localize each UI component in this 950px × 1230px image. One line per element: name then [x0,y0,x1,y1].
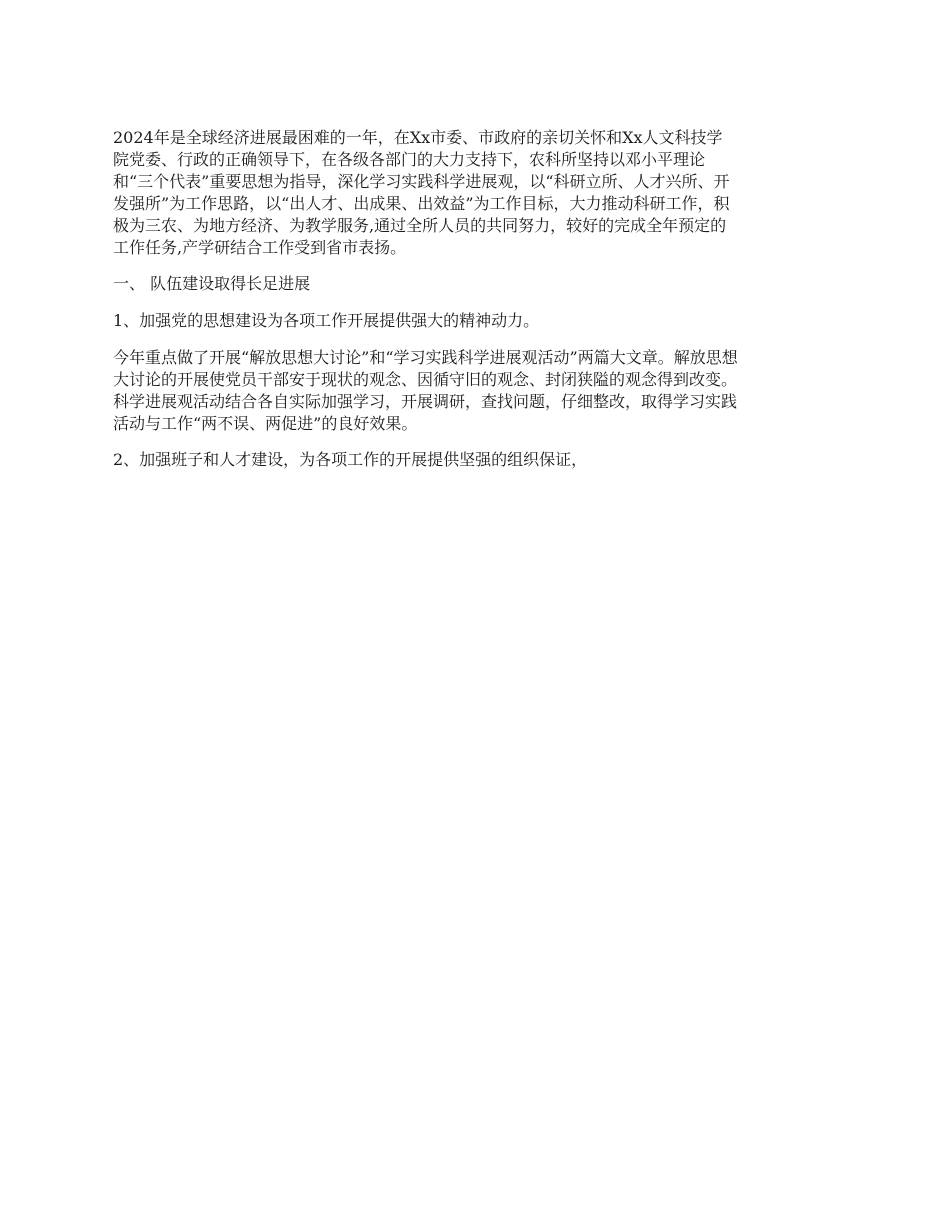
paragraph-line: 极为三农、为地方经济、为教学服务,通过全所人员的共同努力，较好的完成全年预定的 [113,216,727,235]
paragraph-line: 今年重点做了开展“解放思想大讨论”和“学习实践科学进展观活动”两篇大文章。解放思想 [113,348,738,367]
document-page [113,127,843,486]
paragraph-line: 发强所”为工作思路，以“出人才、出成果、出效益”为工作目标，大力推动科研工作，积 [113,194,730,213]
paragraph-line: 2024年是全球经济进展最困难的一年，在Xx市委、市政府的亲切关怀和Xx人文科技学 [113,128,723,147]
body-paragraph [113,347,843,435]
paragraph-line: 院党委、行政的正确领导下，在各级各部门的大力支持下，农科所坚持以邓小平理论 [113,150,706,169]
paragraph-line: 活动与工作“两不误、两促进”的良好效果。 [113,414,418,433]
section-heading: 一、 队伍建设取得长足进展 [113,274,311,293]
paragraph-line: 科学进展观活动结合各自实际加强学习，开展调研，查找问题，仔细整改，取得学习实践 [113,392,738,411]
paragraph-line: 工作任务,产学研结合工作受到省市表扬。 [113,238,407,257]
subsection-heading: 2、加强班子和人才建设，为各项工作的开展提供坚强的组织保证， [113,450,588,469]
intro-paragraph [113,127,843,259]
paragraph-line: 和“三个代表”重要思想为指导，深化学习实践科学进展观，以“科研立所、人才兴所、开 [113,172,730,191]
paragraph-line: 大讨论的开展使党员干部安于现状的观念、因循守旧的观念、封闭狭隘的观念得到改变。 [113,370,738,389]
subsection-heading: 1、加强党的思想建设为各项工作开展提供强大的精神动力。 [113,311,540,330]
